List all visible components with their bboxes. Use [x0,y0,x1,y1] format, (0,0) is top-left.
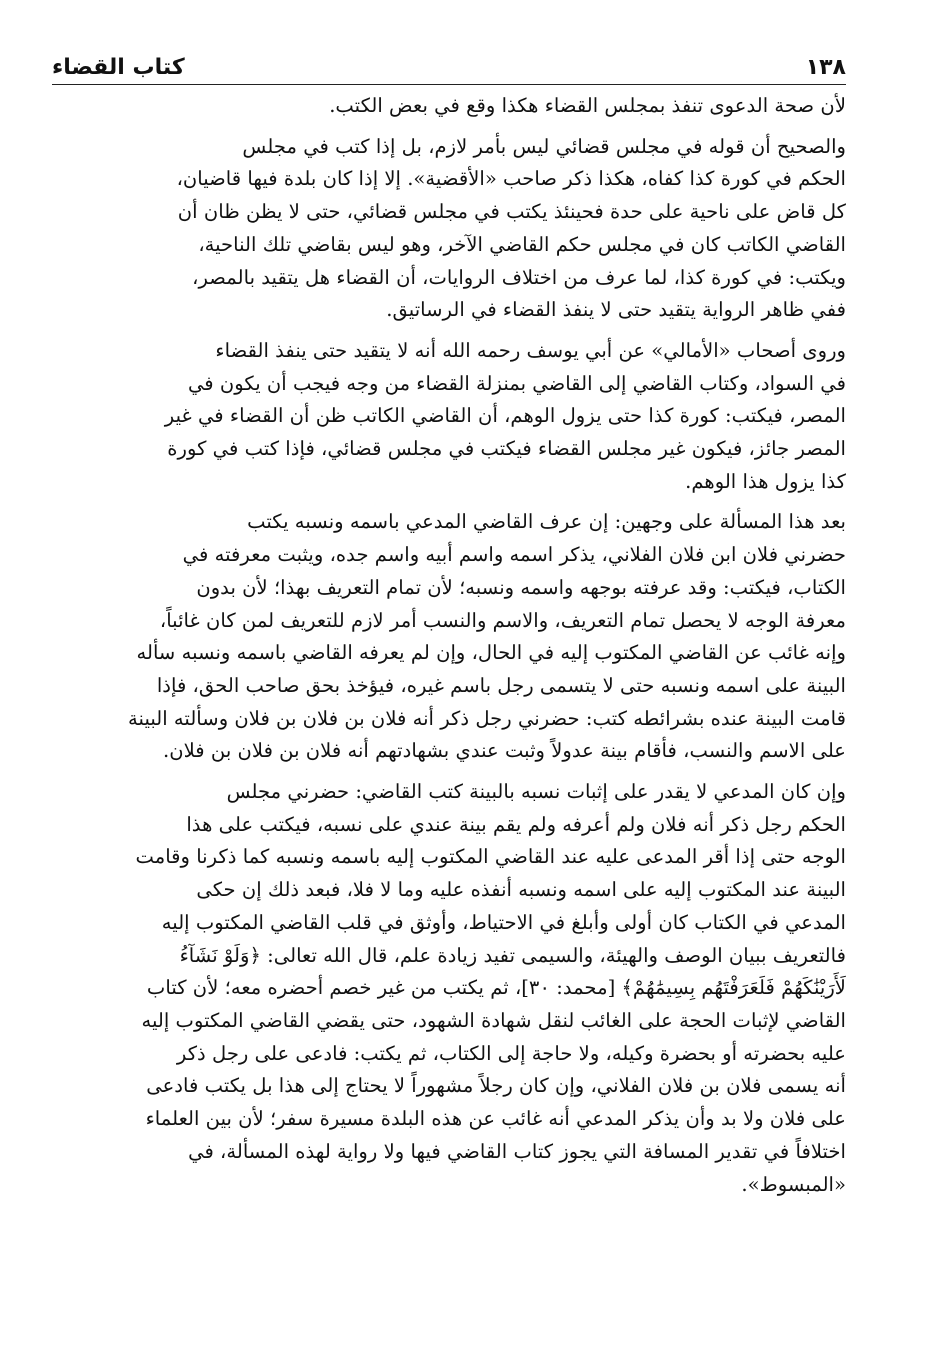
page-body [88,90,846,1201]
text-line: وروى أصحاب «الأمالي» عن أبي يوسف رحمه الله أنه لا يتقيد حتى ينفذ القضاء [215,338,846,362]
book-title: كتاب القضاء [52,55,185,80]
text-line: على فلان ولا بد وأن يذكر المدعي أنه غائب عن هذه البلدة مسيرة سفر؛ لأن بين العلماء [145,1107,846,1131]
text-line: حضرني فلان ابن فلان الفلاني، يذكر اسمه واسم أبيه واسم جده، ويثبت معرفته في [182,543,846,567]
paragraph [88,506,846,768]
text-line: وإنه غائب عن القاضي المكتوب إليه في الحال، وإن لم يعرفه القاضي باسمه ونسبه سأله [136,641,846,665]
text-line: الكتاب، فيكتب: وقد عرفته بوجهه واسمه ونسبه؛ لأن تمام التعريف بهذا؛ لأن بدون [196,575,846,599]
text-line: البينة عند المكتوب إليه على اسمه ونسبه أنفذه عليه وما لا فلا، فبعد ذلك إن حكى [196,878,846,902]
text-line: اختلافاً في تقدير المسافة التي يجوز كتاب القاضي فيها ولا رواية لهذه المسألة، في [188,1139,846,1163]
text-line: لأن صحة الدعوى تنفذ بمجلس القضاء هكذا وقع في بعض الكتب. [329,94,846,117]
text-line: في السواد، وكتاب القاضي إلى القاضي بمنزلة القضاء من وجه فيجب أن يكون في [187,371,846,395]
text-line: والصحيح أن قوله في مجلس قضائي ليس بأمر لازم، بل إذا كتب في مجلس [242,134,846,158]
page-header [52,40,846,85]
text-line: كل قاض على ناحية على حدة فحينئذ يكتب في مجلس قضائي، حتى لا يظن ظان أن [177,200,846,224]
text-line: المصر جائز، فيكون غير مجلس القضاء فيكتب في مجلس قضائي، فإذا كتب في كورة [167,437,846,461]
text-line: أنه يسمى فلان بن فلان الفلاني، وإن كان رجلاً مشهوراً لا يحتاج إلى هذا بل يكتب فادعى [146,1074,846,1098]
text-line: لَأَرَيْنَٰكَهُمْ فَلَعَرَفْتَهُم بِسِيمَٰهُمْ﴾ [محمد: ٣٠]، ثم يكتب من غير خصم أحضره معه؛ لأن كتاب [146,976,846,1000]
text-line: القاضي لإثبات الحجة على الغائب لنقل شهادة الشهود، حتى يقضي القاضي المكتوب إليه [141,1008,846,1032]
text-line: القاضي الكاتب كان في مجلس حكم القاضي الآخر، وهو ليس بقاضي تلك الناحية، [198,232,846,256]
text-line: المدعي في الكتاب كان أولى وأبلغ في الاحتياط، وأوثق في قلب القاضي المكتوب إليه [161,910,846,934]
text-line: وإن كان المدعي لا يقدر على إثبات نسبه بالبينة كتب القاضي: حضرني مجلس [226,780,846,804]
text-line: قامت البينة عنده بشرائطه كتب: حضرني رجل ذكر أنه فلان بن فلان بن فلان وسألته البينة [128,706,846,730]
paragraph [88,776,846,1201]
text-line: الحكم في كورة كذا كفاه، هكذا ذكر صاحب «الأقضية». إلا إذا كان بلدة فيها قاضيان، [176,167,846,191]
text-line: فالتعريف ببيان الوصف والهيئة، والسيمى تفيد زيادة علم، قال الله تعالى: ﴿وَلَوْ نَشَآءُ [179,943,846,967]
text-line: عليه بحضرته أو بحضرة وكيله، ولا حاجة إلى الكتاب، ثم يكتب: فادعى على رجل ذكر [176,1041,846,1065]
text-line: المصر، فيكتب: كورة كذا حتى يزول الوهم، أن القاضي الكاتب ظن أن القضاء في غير [164,404,846,428]
text-line: ففي ظاهر الرواية يتقيد حتى لا ينفذ القضاء في الرساتيق. [386,298,846,322]
text-line: الحكم رجل ذكر أنه فلان ولم أعرفه ولم يقم بينة عندي على نسبه، فيكتب على هذا [186,812,846,836]
text-line: بعد هذا المسألة على وجهين: إن عرف القاضي المدعي باسمه ونسبه يكتب [247,510,846,534]
paragraph [88,335,846,499]
page-number: ١٣٨ [805,55,846,80]
paragraph [88,131,846,327]
text-line: «المبسوط». [741,1172,846,1196]
text-line: كذا يزول هذا الوهم. [685,469,846,493]
text-line: البينة على اسمه ونسبه حتى لا يتسمى رجل باسم غيره، فيؤخذ بحق صاحب الحق، فإذا [156,673,846,697]
text-line: معرفة الوجه لا يحصل تمام التعريف، والاسم والنسب أمر لازم للتعريف لمن كان غائباً، [159,608,846,632]
text-line: ويكتب: في كورة كذا، لما عرف من اختلاف الروايات، أن القضاء هل يتقيد بالمصر، [192,265,846,289]
paragraph [88,90,846,123]
text-line: على الاسم والنسب، فأقام بينة عدولاً وثبت عندي بشهادتهم أنه فلان بن فلان بن فلان. [163,739,846,763]
text-line: الوجه حتى إذا أقر المدعى عليه عند القاضي المكتوب إليه باسمه ونسبه كما ذكرنا وقامت [135,845,846,869]
